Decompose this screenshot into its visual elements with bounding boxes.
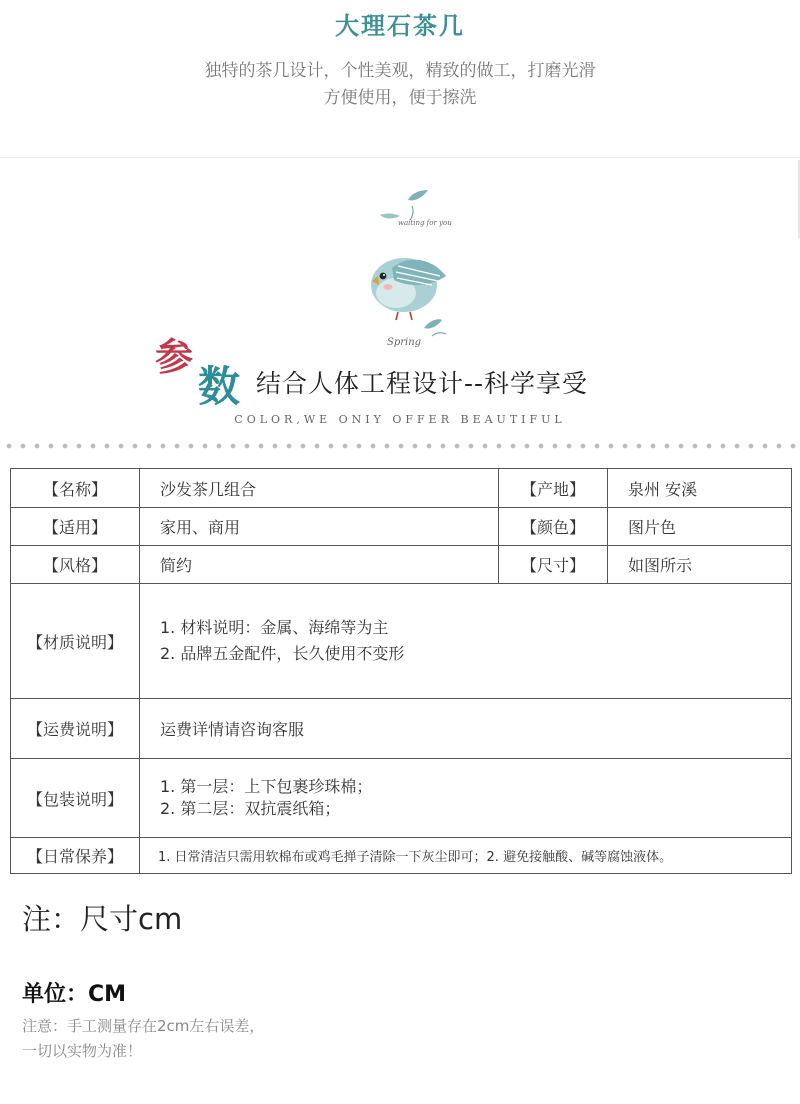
spec-key-name: 【名称】	[11, 469, 140, 508]
spec-value-usage: 家用、商用	[140, 508, 499, 546]
spec-value-origin: 泉州 安溪	[608, 469, 792, 508]
spec-value-color: 图片色	[608, 508, 792, 546]
table-row	[11, 699, 792, 759]
packing-line-1: 1. 第一层：上下包裹珍珠棉；	[160, 777, 373, 796]
table-row	[11, 584, 792, 699]
spec-value-size: 如图所示	[608, 546, 792, 584]
heading-char-shu: 数	[198, 362, 241, 411]
table-row	[11, 508, 792, 546]
product-description	[0, 58, 800, 112]
size-note: 注：尺寸cm	[22, 902, 183, 936]
spec-key-material: 【材质说明】	[11, 584, 140, 699]
spec-value-style: 简约	[140, 546, 499, 584]
table-row	[11, 759, 792, 838]
spec-key-color: 【颜色】	[499, 508, 608, 546]
material-line-2: 2. 品牌五金配件，长久使用不变形	[160, 644, 405, 663]
material-line-1: 1. 材料说明：金属、海绵等为主	[160, 618, 389, 637]
heading-char-can: 参	[155, 335, 194, 379]
packing-line-2: 2. 第二层：双抗震纸箱；	[160, 799, 341, 818]
bird-illustration	[0, 160, 800, 360]
table-row	[11, 546, 792, 584]
description-line-2: 方便使用，便于擦洗	[323, 88, 477, 108]
bird-icon	[371, 258, 446, 320]
section-divider	[0, 157, 800, 158]
product-title: 大理石茶几	[335, 12, 465, 40]
spec-value-care: 1. 日常清洁只需用软棉布或鸡毛掸子清除一下灰尘即可；2. 避免接触酸、碱等腐蚀液体。	[140, 838, 792, 874]
spec-table	[10, 468, 792, 874]
script-caption: waiting for you	[398, 219, 452, 227]
warning-line-2: 一切以实物为准！	[22, 1042, 143, 1060]
spec-key-packing: 【包装说明】	[11, 759, 140, 838]
unit-label: 单位：CM	[22, 982, 127, 1007]
description-line-1: 独特的茶几设计，个性美观，精致的做工，打磨光滑	[204, 61, 596, 81]
table-row	[11, 838, 792, 874]
measurement-warning	[22, 1014, 264, 1064]
spec-value-packing	[140, 759, 792, 838]
spec-key-usage: 【适用】	[11, 508, 140, 546]
header-section	[0, 0, 800, 160]
spring-caption: Spring	[387, 337, 422, 348]
spec-key-style: 【风格】	[11, 546, 140, 584]
spec-key-origin: 【产地】	[499, 469, 608, 508]
dotted-divider	[2, 443, 800, 449]
spec-value-material	[140, 584, 792, 699]
spec-value-name: 沙发茶几组合	[140, 469, 499, 508]
spec-value-shipping: 运费详情请咨询客服	[140, 699, 792, 759]
spec-key-shipping: 【运费说明】	[11, 699, 140, 759]
spec-key-care: 【日常保养】	[11, 838, 140, 874]
table-row	[11, 469, 792, 508]
spec-key-size: 【尺寸】	[499, 546, 608, 584]
banner-slogan: 结合人体工程设计--科学享受	[256, 369, 589, 398]
banner-english-tagline: COLOR,WE ONIY OFFER BEAUTIFUL	[234, 413, 566, 426]
warning-line-1: 注意：手工测量存在2cm左右误差，	[22, 1017, 265, 1035]
